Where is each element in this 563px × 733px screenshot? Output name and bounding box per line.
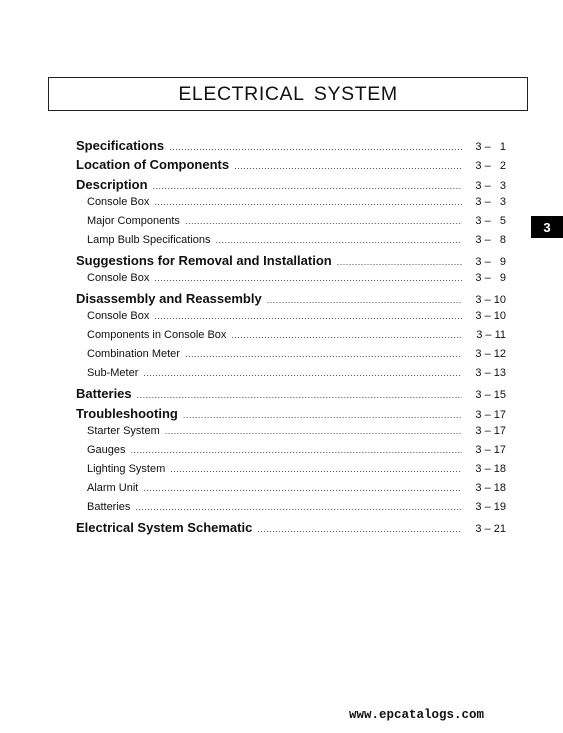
toc-entry-label: Combination Meter	[87, 348, 180, 361]
dot-leader	[267, 295, 462, 305]
dot-leader	[143, 483, 462, 493]
toc-entry-label: Specifications	[76, 138, 165, 153]
toc-entry-page: 3 – 9	[475, 272, 506, 285]
toc-entry[interactable]	[76, 253, 506, 272]
toc-entry-page: 3 – 8	[475, 233, 506, 246]
toc-entry-page: 3 – 1	[475, 141, 506, 153]
toc-entry-label: Batteries	[87, 501, 131, 514]
toc-entry-label: Starter System	[87, 425, 160, 438]
toc-entry-label: Console Box	[87, 310, 150, 323]
dot-leader	[170, 464, 462, 474]
dot-leader	[153, 181, 462, 191]
toc-entry-label: Components in Console Box	[87, 329, 227, 342]
toc-entry[interactable]	[76, 272, 506, 291]
toc-entry-page: 3 – 21	[475, 523, 506, 536]
toc-entry-label: Console Box	[87, 195, 150, 208]
toc-entry-page: 3 – 17	[475, 425, 506, 438]
dot-leader	[137, 390, 462, 400]
toc-entry-page: 3 – 13	[475, 367, 506, 380]
toc-entry-page: 3 – 18	[475, 482, 506, 495]
dot-leader	[154, 311, 462, 321]
toc-entry[interactable]	[76, 291, 506, 310]
toc-entry-page: 3 – 17	[475, 408, 506, 421]
dot-leader	[183, 410, 462, 420]
toc-entry[interactable]	[76, 310, 506, 329]
toc-entry[interactable]	[76, 501, 506, 520]
toc-entry[interactable]	[76, 520, 506, 539]
toc-entry[interactable]	[76, 138, 506, 157]
toc-entry-page: 3 – 3	[475, 179, 506, 192]
toc-entry-label: Sub-Meter	[87, 367, 139, 380]
dot-leader	[154, 197, 462, 207]
dot-leader	[185, 216, 462, 226]
toc-entry[interactable]	[76, 482, 506, 501]
toc-entry[interactable]	[76, 157, 506, 176]
toc-entry[interactable]	[76, 463, 506, 482]
table-of-contents	[76, 138, 506, 539]
toc-entry-page: 3 – 9	[475, 255, 506, 268]
toc-entry-page: 3 – 2	[475, 160, 506, 173]
dot-leader	[234, 161, 462, 171]
toc-entry-label: Electrical System Schematic	[76, 520, 253, 536]
toc-entry-page: 3 – 5	[475, 214, 506, 227]
dot-leader	[216, 235, 462, 245]
toc-entry-page: 3 – 15	[475, 389, 506, 402]
toc-entry[interactable]	[76, 329, 506, 348]
toc-entry-label: Description	[76, 176, 148, 192]
toc-entry[interactable]	[76, 234, 506, 253]
section-tab-marker: 3	[531, 216, 563, 238]
toc-entry-page: 3 – 10	[475, 310, 506, 323]
toc-entry-page: 3 – 19	[475, 501, 506, 514]
toc-entry-label: Alarm Unit	[87, 482, 139, 495]
toc-entry[interactable]	[76, 406, 506, 425]
watermark: www.epcatalogs.com	[349, 708, 485, 722]
toc-entry[interactable]	[76, 444, 506, 463]
dot-leader	[169, 142, 462, 152]
toc-entry-label: Console Box	[87, 272, 150, 285]
toc-entry-page: 3 – 12	[475, 348, 506, 361]
toc-entry-page: 3 – 11	[476, 329, 506, 342]
page-title: ELECTRICAL SYSTEM	[178, 82, 398, 105]
toc-entry-label: Location of Components	[76, 157, 230, 173]
toc-entry-label: Major Components	[87, 214, 180, 227]
toc-entry-label: Suggestions for Removal and Installation	[76, 252, 332, 268]
toc-entry-label: Lamp Bulb Specifications	[87, 233, 211, 246]
toc-entry-label: Batteries	[76, 386, 132, 402]
toc-entry-label: Gauges	[87, 444, 126, 457]
toc-entry-label: Troubleshooting	[76, 405, 178, 421]
dot-leader	[337, 257, 462, 267]
toc-entry-page: 3 – 17	[475, 444, 506, 457]
toc-entry-page: 3 – 10	[475, 294, 506, 307]
toc-entry[interactable]	[76, 196, 506, 215]
toc-entry-label: Lighting System	[87, 463, 166, 476]
dot-leader	[143, 368, 462, 378]
toc-entry[interactable]	[76, 348, 506, 367]
toc-entry[interactable]	[76, 215, 506, 234]
dot-leader	[131, 445, 462, 455]
dot-leader	[231, 330, 462, 340]
toc-entry[interactable]	[76, 425, 506, 444]
dot-leader	[135, 502, 462, 512]
toc-entry-page: 3 – 3	[475, 195, 506, 208]
toc-entry[interactable]	[76, 177, 506, 196]
dot-leader	[257, 524, 462, 534]
title-box	[48, 77, 528, 111]
toc-entry-label: Disassembly and Reassembly	[76, 291, 262, 307]
toc-entry[interactable]	[76, 367, 506, 386]
toc-entry-page: 3 – 18	[475, 463, 506, 476]
dot-leader	[165, 426, 462, 436]
toc-entry[interactable]	[76, 386, 506, 405]
dot-leader	[154, 273, 462, 283]
dot-leader	[185, 349, 462, 359]
